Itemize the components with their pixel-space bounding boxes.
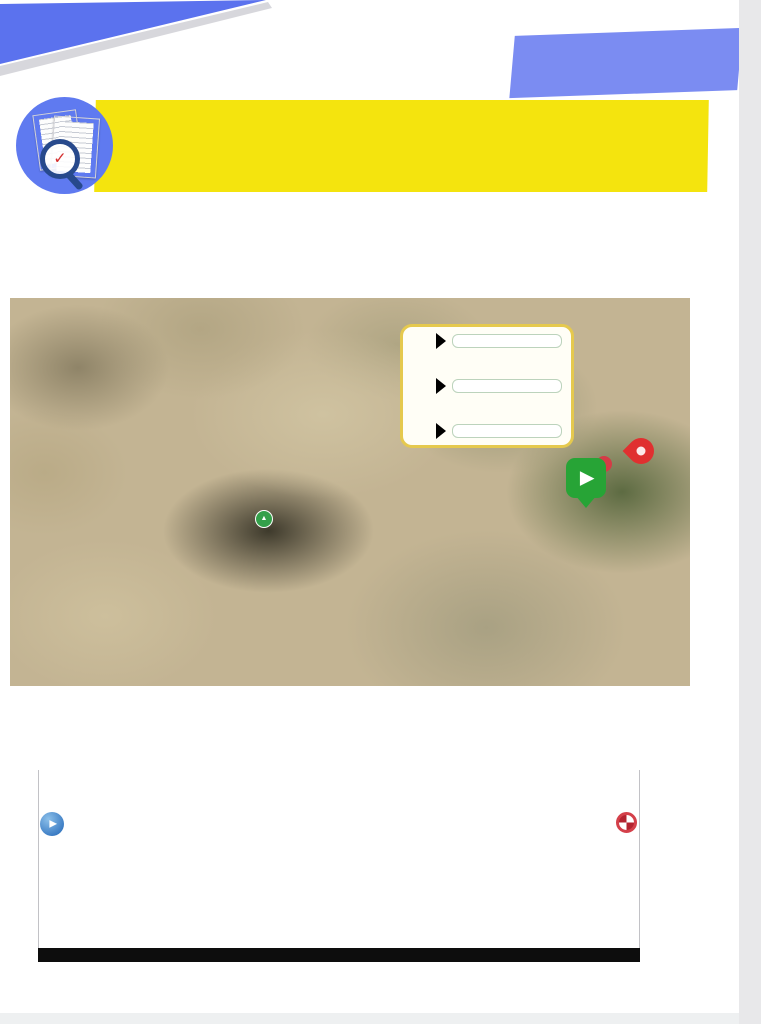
distance-axis (38, 948, 640, 962)
legend-label (452, 334, 562, 348)
page-edge-right (739, 0, 761, 1024)
legend-label (452, 424, 562, 438)
legend-row-vueltas (412, 334, 562, 348)
legend-row-llegada (412, 424, 562, 438)
title-banner (94, 100, 709, 192)
map-legend (400, 324, 574, 448)
start-location-pin-icon (566, 458, 606, 498)
yellow-arrow-icon (412, 427, 436, 435)
start-icon (40, 812, 64, 836)
race-logo-background (509, 28, 742, 98)
race-logo (492, 26, 746, 100)
green-arrow-icon (412, 382, 436, 390)
map-document-icon (16, 97, 113, 194)
page-edge-bottom (0, 1013, 739, 1024)
volcano-poi-icon (255, 510, 273, 528)
magnifier-icon (40, 139, 80, 179)
legend-row-salida (412, 379, 562, 393)
red-arrow-icon (412, 337, 436, 345)
elevation-area-chart (38, 876, 640, 956)
stage-map (10, 298, 690, 686)
elevation-profile (28, 768, 648, 1018)
legend-label (452, 379, 562, 393)
finish-icon (616, 812, 637, 833)
